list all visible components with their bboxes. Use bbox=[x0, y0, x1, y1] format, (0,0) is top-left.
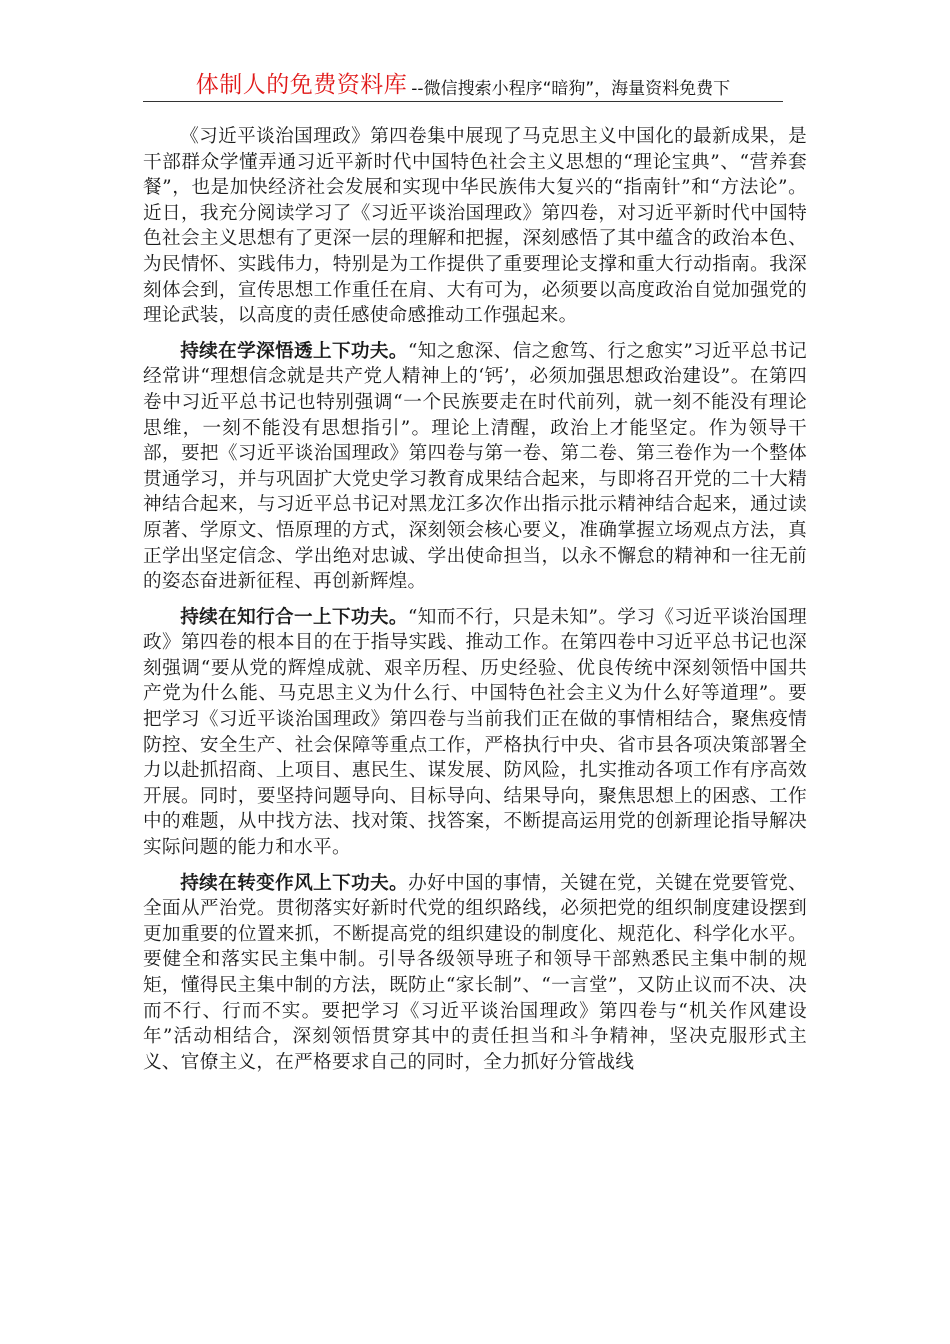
paragraph-intro bbox=[143, 124, 807, 329]
header-brand: 体制人的免费资料库 bbox=[195, 72, 408, 98]
paragraph-text: 《习近平谈治国理政》第四卷集中展现了马克思主义中国化的最新成果，是干部群众学懂弄通习近平新时代中国特色社会主义思想的“理论宝典”、“营养套餐”，也是加快经济社会发展和实现中华民族伟大复兴的“指南针”和“方法论”。近日，我充分阅读学习了《习近平谈治国理政》第四卷，对习近平新时代中国特色社会主义思想有了更深一层的理解和把握，深刻感悟了其中蕴含的政治本色、为民情怀、实践伟力，特别是为工作提供了重要理论支撑和重大行动指南。我深刻体会到，宣传思想工作重任在肩、大有可为，必须要以高度政治自觉加强党的理论武装，以高度的责任感使命感推动工作强起来。 bbox=[143, 126, 807, 327]
paragraph-text: 办好中国的事情，关键在党，关键在党要管党、全面从严治党。贯彻落实好新时代党的组织路线，必须把党的组织制度建设摆到更加重要的位置来抓，不断提高党的组织建设的制度化、规范化、科学化水平。要健全和落实民主集中制。引导各级领导班子和领导干部熟悉民主集中制的规矩，懂得民主集中制的方法，既防止“家长制”、“一言堂”，又防止议而不决、决而不行、行而不实。要把学习《习近平谈治国理政》第四卷与“机关作风建设年”活动相结合，深刻领悟贯穿其中的责任担当和斗争精神，坚决克服形式主义、官僚主义，在严格要求自己的同时，全力抓好分管战线 bbox=[143, 872, 807, 1073]
paragraph-lead: 持续在学深悟透上下功夫。 bbox=[180, 340, 408, 362]
header-tagline: --微信搜索小程序“暗狗”，海量资料免费下 bbox=[411, 79, 731, 99]
paragraph-lead: 持续在转变作风上下功夫。 bbox=[180, 872, 409, 894]
article-body bbox=[143, 124, 807, 1085]
page-header bbox=[143, 68, 783, 102]
paragraph-practice bbox=[143, 605, 807, 861]
paragraph-text: “知而不行，只是未知”。学习《习近平谈治国理政》第四卷的根本目的在于指导实践、推动工作。在第四卷中习近平总书记也深刻强调“要从党的辉煌成就、艰辛历程、历史经验、优良传统中深刻领悟中国共产党为什么能、马克思主义为什么行、中国特色社会主义为什么好等道理”。要把学习《习近平谈治国理政》第四卷与当前我们正在做的事情相结合，聚焦疫情防控、安全生产、社会保障等重点工作，严格执行中央、省市县各项决策部署全力以赴抓招商、上项目、惠民生、谋发展、防风险，扎实推动各项工作有序高效开展。同时，要坚持问题导向、目标导向、结果导向，聚焦思想上的困惑、工作中的难题，从中找方法、找对策、找答案，不断提高运用党的创新理论指导解决实际问题的能力和水平。 bbox=[143, 606, 807, 859]
paragraph-lead: 持续在知行合一上下功夫。 bbox=[180, 606, 408, 628]
paragraph-style bbox=[143, 871, 807, 1076]
paragraph-text: “知之愈深、信之愈笃、行之愈实”习近平总书记经常讲“理想信念就是共产党人精神上的‘钙’，必须加强思想政治建设”。在第四卷中习近平总书记也特别强调“一个民族要走在时代前列，就一刻不能没有理论思维，一刻不能没有思想指引”。理论上清醒，政治上才能坚定。作为领导干部，要把《习近平谈治国理政》第四卷与第一卷、第二卷、第三卷作为一个整体贯通学习，并与巩固扩大党史学习教育成果结合起来，与即将召开党的二十大精神结合起来，与习近平总书记对黑龙江多次作出指示批示精神结合起来，通过读原著、学原文、悟原理的方式，深刻领会核心要义，准确掌握立场观点方法，真正学出坚定信念、学出绝对忠诚、学出使命担当，以永不懈怠的精神和一往无前的姿态奋进新征程、再创新辉煌。 bbox=[143, 340, 807, 593]
paragraph-study bbox=[143, 339, 807, 595]
